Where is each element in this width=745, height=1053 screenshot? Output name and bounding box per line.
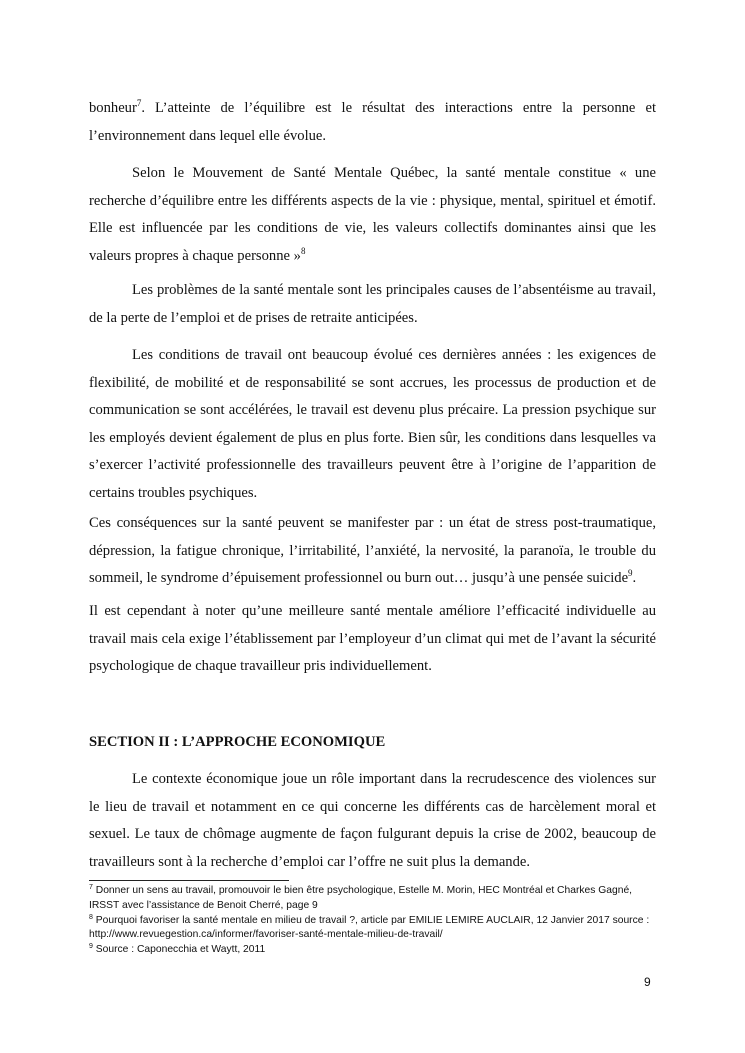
paragraph-consequences bbox=[89, 510, 656, 593]
paragraph-conditions-travail bbox=[89, 342, 656, 508]
footnote-ref-8[interactable]: 8 bbox=[300, 245, 306, 256]
footnote-7 bbox=[89, 884, 664, 914]
paragraph-text: Le contexte économique joue un rôle important dans la recrudescence des violences sur le lieu de travail et notamment en ce qui concerne les différents cas de harcèlement moral et sexuel. Le taux de chômage augmente de façon fulgurant depuis la crise de 2002, beaucoup de travailleurs sont à la recherche d’emploi car l’offre ne suit plus la demande. bbox=[89, 771, 656, 870]
paragraph-text: Il est cependant à noter qu’une meilleure santé mentale améliore l’efficacité individuelle au travail mais cela exige l’établissement par l’employeur d’un climat qui met de l’avant la sécurité psychologique de chaque travailleur pris individuellement. bbox=[89, 603, 656, 675]
footnote-text: Donner un sens au travail, promouvoir le bien être psychologique, Estelle M. Morin, HEC Montréal et Charkes Gagné, IRSST avec l’assistance de Benoit Cherré, page 9 bbox=[89, 885, 633, 911]
footnote-9 bbox=[89, 943, 664, 958]
footnote-separator bbox=[89, 880, 289, 881]
footnote-ref-9[interactable]: 9 bbox=[628, 568, 633, 579]
footnotes bbox=[89, 884, 664, 958]
paragraph-text: Les conditions de travail ont beaucoup évolué ces dernières années : les exigences de flexibilité, de mobilité et de responsabilité se sont accrues, les processus de production et de communication se sont accélérées, le travail est devenu plus précaire. La pression psychique sur les employés devient également de plus en plus forte. Bien sûr, les conditions dans lesquelles va s’exercer l’activité professionnelle des travailleurs peuvent être à l’origine de l’apparition de certains troubles psychiques. bbox=[89, 347, 656, 501]
page-number: 9 bbox=[644, 975, 651, 989]
paragraph-text: bonheur bbox=[89, 100, 137, 116]
paragraph-text: Ces conséquences sur la santé peuvent se manifester par : un état de stress post-traumatique, dépression, la fatigue chronique, l’irritabilité, l’anxiété, la nervosité, la paranoïa, le trouble du sommeil, le syndrome d’épuisement professionnel ou burn out… jusqu’à une pensée suicide bbox=[89, 515, 656, 587]
footnote-text: Source : Caponecchia et Waytt, 2011 bbox=[92, 944, 266, 956]
paragraph-equilibre bbox=[89, 95, 656, 150]
footnote-text: Pourquoi favoriser la santé mentale en milieu de travail ?, article par EMILIE LEMIRE AUCLAIR, 12 Janvier 2017 source : http://www.revuegestion.ca/informer/favoriser-santé-mentale-milieu-de-travail/ bbox=[89, 914, 650, 941]
section-heading: SECTION II : L’APPROCHE ECONOMIQUE bbox=[89, 734, 386, 750]
paragraph-mouvement-sante bbox=[89, 160, 656, 270]
paragraph-text: Selon le Mouvement de Santé Mentale Québec, la santé mentale constitue « une recherche d’équilibre entre les différents aspects de la vie : physique, mental, spirituel et émotif. Elle est influencée par les conditions de vie, les valeurs collectifs dominantes ainsi que les valeurs propres à chaque personne » bbox=[89, 165, 656, 264]
footnote-number: 8 bbox=[89, 913, 93, 921]
paragraph-text: Les problèmes de la santé mentale sont les principales causes de l’absentéisme au travail, de la perte de l’emploi et de prises de retraite anticipées. bbox=[89, 282, 656, 326]
paragraph-text: . L’atteinte de l’équilibre est le résultat des interactions entre la personne et l’environnement dans lequel elle évolue. bbox=[89, 100, 656, 144]
paragraph-text: . bbox=[632, 570, 637, 587]
footnote-ref-7[interactable]: 7 bbox=[136, 98, 142, 108]
paragraph-problemes bbox=[89, 277, 656, 332]
paragraph-sante-mentale-efficacite bbox=[89, 598, 656, 681]
footnote-number: 9 bbox=[89, 943, 93, 951]
footnote-8 bbox=[89, 914, 664, 944]
footnote-number: 7 bbox=[89, 884, 93, 891]
paragraph-contexte-economique bbox=[89, 766, 656, 876]
